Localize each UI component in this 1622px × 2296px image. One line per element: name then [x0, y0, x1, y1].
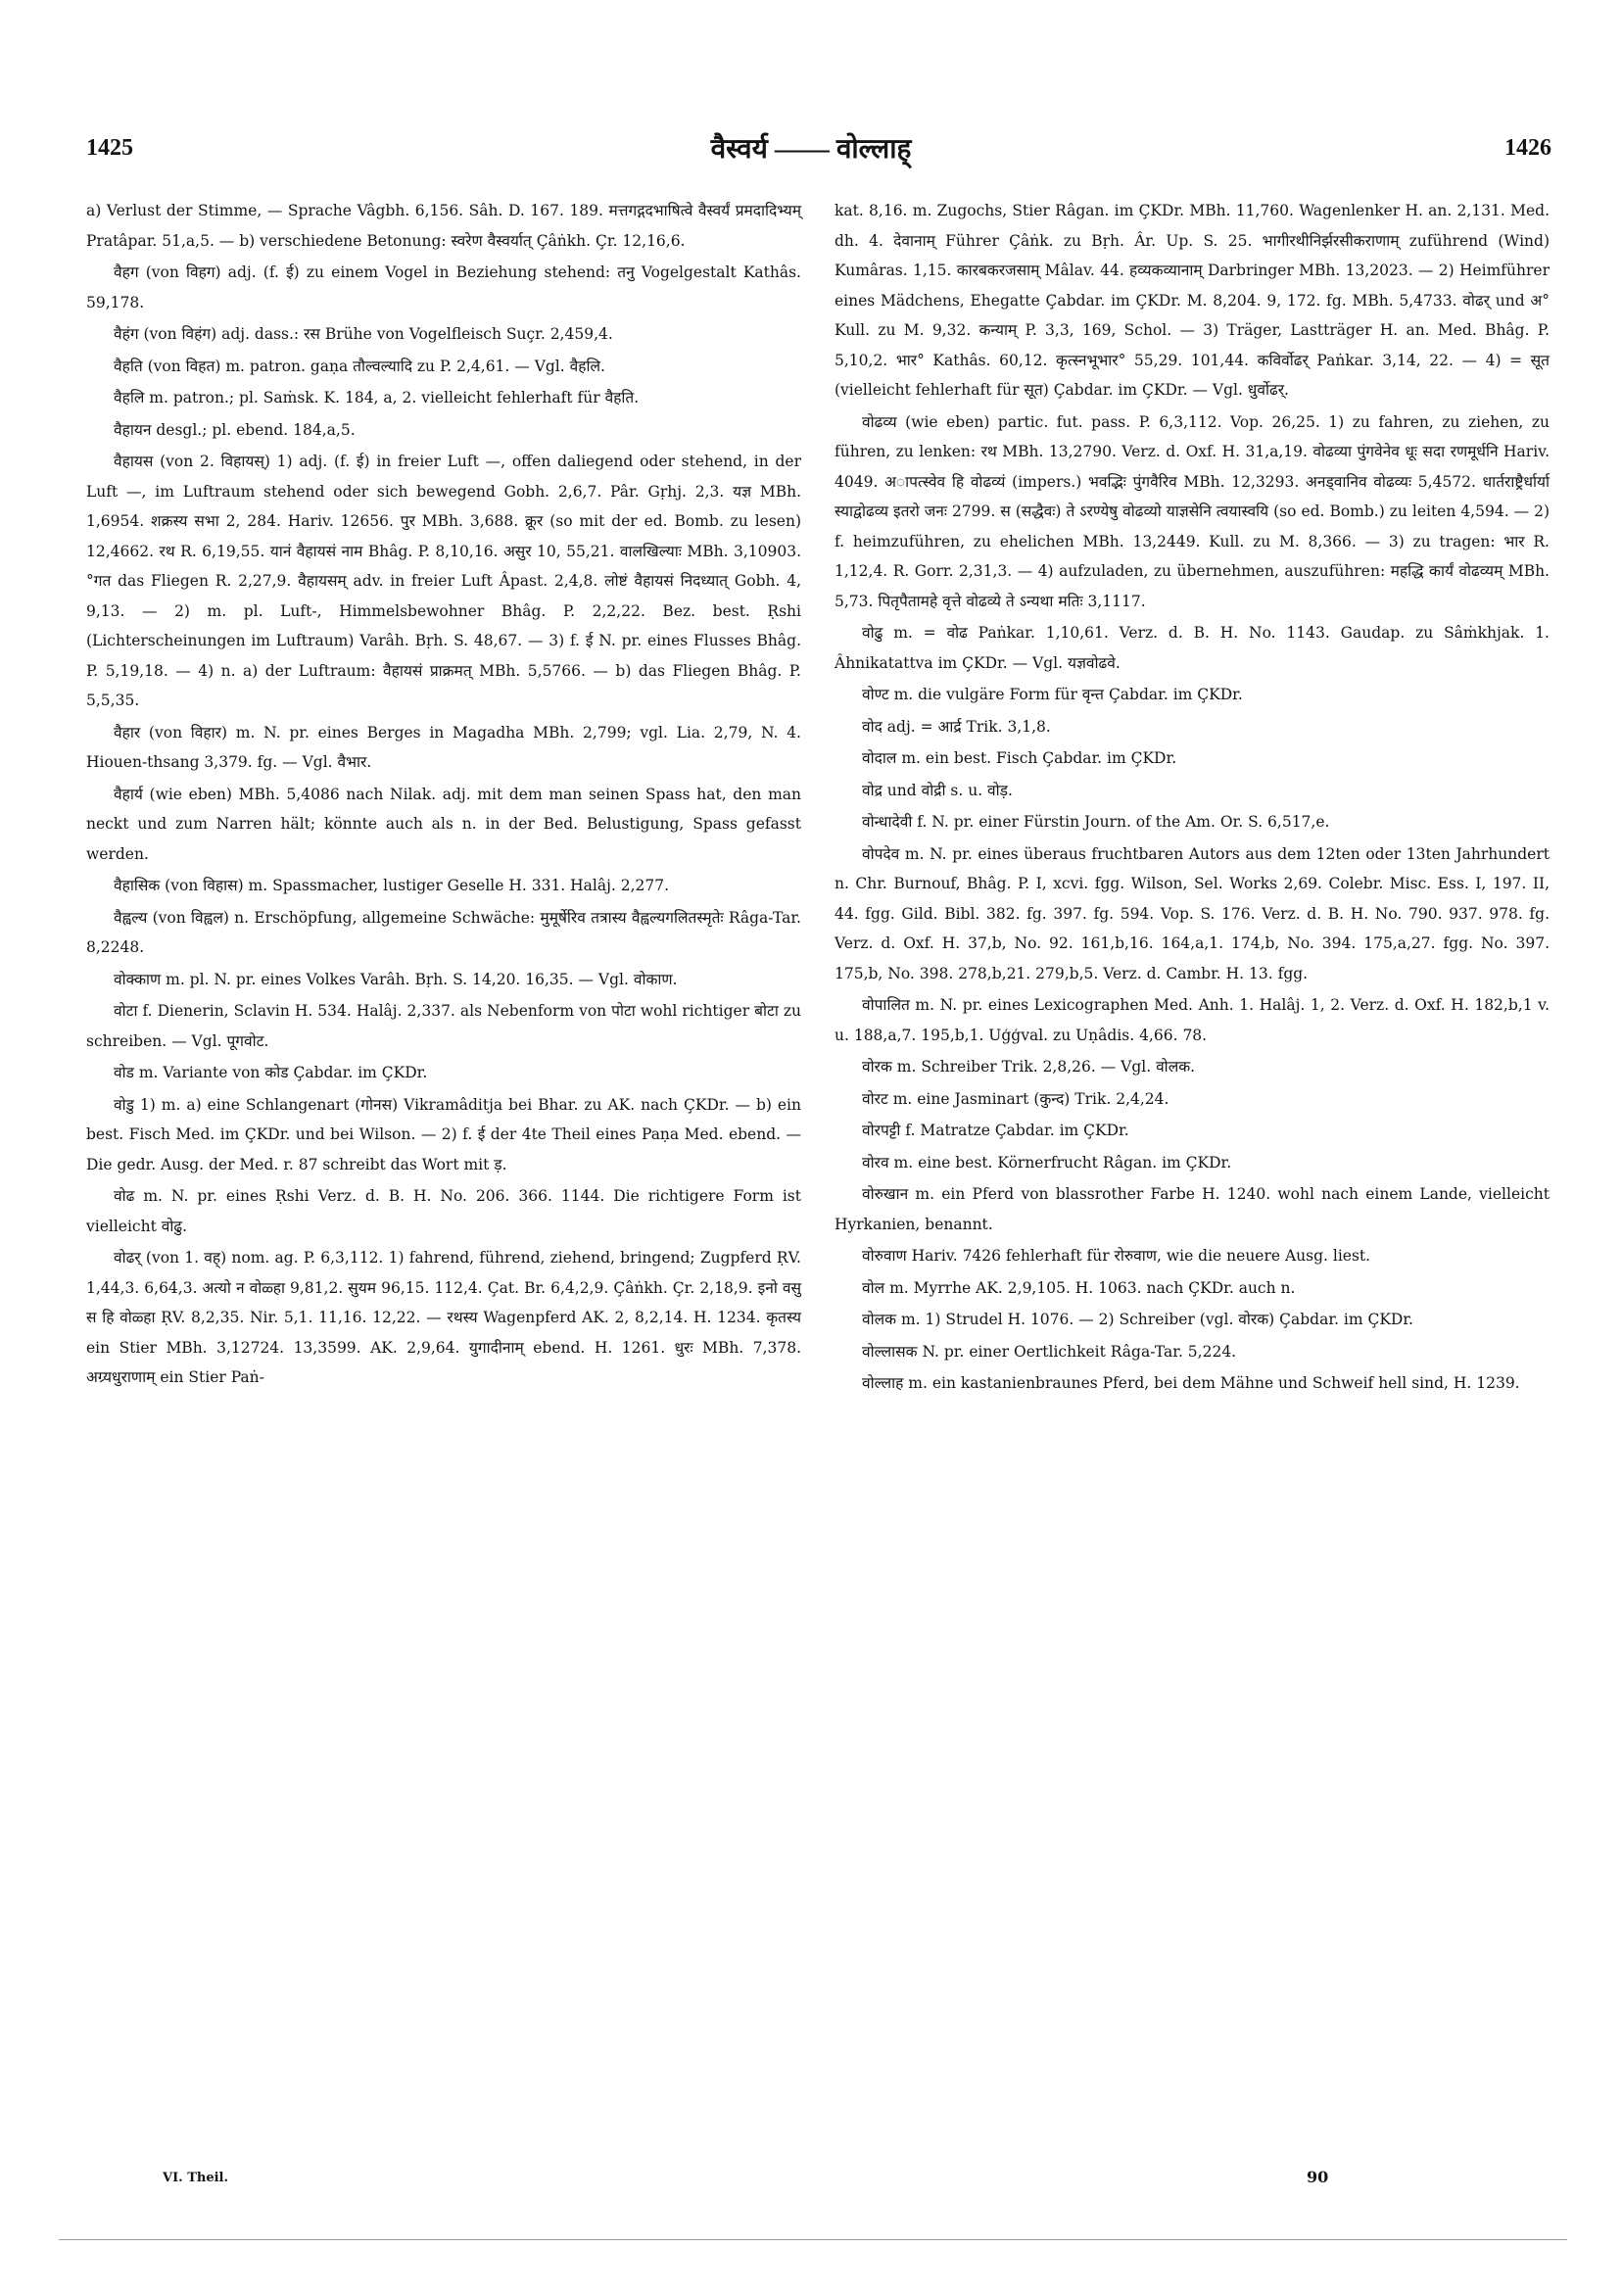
dictionary-entry: वोपालित m. N. pr. eines Lexicographen Med. Anh. 1. Halâj. 1, 2. Verz. d. Oxf. H. 182,b,1 v. u. 188,a,7. 195,b,1. Uģģval. zu Uṇâdis. 4,66. 78.	[835, 996, 1550, 1044]
dictionary-entry: kat. 8,16. m. Zugochs, Stier Râgan. im ÇKDr. MBh. 11,760. Wagenlenker H. an. 2,131. Med. dh. 4. देवानाम् Führer Çâṅk. zu Bṛh. Âr. Up. S. 25. भागीरथीनिर्झरसीकराणाम् zuführend (Wind) Kumâras. 1,15. कारबकरजसाम् Mâlav. 44. हव्यकव्यानाम् Darbringer MBh. 13,2023. — 2) Heimführer eines Mädchens, Ehegatte Çabdar. im ÇKDr. M. 8,204. 9, 172. fg. MBh. 5,4733. वोढर् und अ° Kull. zu M. 9,32. कन्याम् P. 3,3, 169, Schol. — 3) Träger, Lastträger H. an. Med. Bhâg. P. 5,10,2. भार° Kathâs. 60,12. कृत्स्नभूभार° 55,29. 101,44. कविर्वोढर् Paṅkar. 3,14, 22. — 4) = सूत (vielleicht fehlerhaft für सूत) Çabdar. im ÇKDr. — Vgl. धुर्वोढर्.	[835, 202, 1550, 399]
dictionary-entry: वोल्लासक N. pr. einer Oertlichkeit Râga-Tar. 5,224.	[862, 1342, 1237, 1361]
dictionary-entry: वोण्ट m. die vulgäre Form für वृन्त Çabdar. im ÇKDr.	[862, 686, 1243, 703]
dictionary-entry: वोक्काण m. pl. N. pr. eines Volkes Varâh. Bṛh. S. 14,20. 16,35. — Vgl. वोकाण.	[114, 970, 678, 988]
bottom-rule	[59, 2239, 1567, 2240]
dictionary-entry: वोलक m. 1) Strudel H. 1076. — 2) Schreiber (vgl. वोरक) Çabdar. im ÇKDr.	[862, 1311, 1413, 1328]
right-column	[835, 196, 1550, 1401]
dictionary-entry: वैहार्य (wie eben) MBh. 5,4086 nach Nilak. adj. mit dem man seinen Spass hat, den man neckt und zum Narren hält; könnte auch als n. in der Bed. Belustigung, Spass gefasst werden.	[86, 785, 801, 863]
dictionary-entry: वैहंग (von विहंग) adj. dass.: रस Brühe von Vogelfleisch Suçr. 2,459,4.	[114, 325, 613, 343]
dictionary-entry: वोढ m. N. pr. eines Ṛshi Verz. d. B. H. No. 206. 366. 1144. Die richtigere Form ist vielleicht वोढु.	[86, 1187, 801, 1235]
dictionary-entry: वोपदेव m. N. pr. eines überaus fruchtbaren Autors aus dem 12ten oder 13ten Jahrhundert n. Chr. Burnouf, Bhâg. P. I, xcvi. fgg. Wilson, Sel. Works 2,69. Colebr. Misc. Ess. I, 197. II, 44. fgg. Gild. Bibl. 382. fg. 397. fg. 594. Vop. S. 176. Verz. d. B. H. No. 790. 937. 978. fg. Verz. d. Oxf. H. 37,b, No. 92. 161,b,16. 164,a,1. 174,b, No. 394. 175,a,27. fgg. No. 397. 175,b, No. 398. 278,b,21. 279,b,5. Verz. d. Cambr. H. 13. fgg.	[835, 844, 1550, 982]
dictionary-entry: वोरव m. eine best. Körnerfrucht Râgan. im ÇKDr.	[862, 1153, 1232, 1172]
page-number-left: 1425	[86, 135, 133, 161]
dictionary-entry: वोदाल m. ein best. Fisch Çabdar. im ÇKDr.	[862, 749, 1177, 767]
dictionary-entry: वोरुखान m. ein Pferd von blassrother Farbe H. 1240. wohl nach einem Lande, vielleicht Hyrkanien, benannt.	[835, 1185, 1550, 1233]
running-head: वैस्वर्य —— वोल्लाह्	[710, 134, 912, 165]
dictionary-entry: वोरुवाण Hariv. 7426 fehlerhaft für रोरुवाण, wie die neuere Ausg. liest.	[862, 1247, 1371, 1265]
dictionary-entry: वोल m. Myrrhe AK. 2,9,105. H. 1063. nach ÇKDr. auch n.	[862, 1278, 1296, 1297]
signature-number: 90	[1307, 2168, 1329, 2186]
dictionary-entry: वोरपट्टी f. Matratze Çabdar. im ÇKDr.	[862, 1122, 1129, 1139]
dictionary-entry: वैहायस (von 2. विहायस्) 1) adj. (f. ई) in freier Luft —, offen daliegend oder stehend, in der Luft —, im Luftraum stehend oder sich bewegend Gobh. 2,6,7. Pâr. Gṛhj. 2,3. यज्ञ MBh. 1,6954. शक्रस्य सभा 2, 284. Hariv. 12656. पुर MBh. 3,688. क्रूर (so mit der ed. Bomb. zu lesen) 12,4662. रथ R. 6,19,55. यानं वैहायसं नाम Bhâg. P. 8,10,16. असुर 10, 55,21. वालखिल्याः MBh. 3,10903. °गत das Fliegen R. 2,27,9. वैहायसम् adv. in freier Luft Âpast. 2,4,8. लोष्टं वैहायसं निदध्यात् Gobh. 4, 9,13. — 2) m. pl. Luft-, Himmelsbewohner Bhâg. P. 2,2,22. Bez. best. Ṛshi (Lichterscheinungen im Luftraum) Varâh. Bṛh. S. 48,67. — 3) f. ई N. pr. eines Flusses Bhâg. P. 5,19,18. — 4) n. a) der Luftraum: वैहायसं प्राक्रमत् MBh. 5,5766. — b) das Fliegen Bhâg. P. 5,5,35.	[86, 453, 801, 709]
dictionary-entry: वोढर् (von 1. वह्) nom. ag. P. 6,3,112. 1) fahrend, führend, ziehend, bringend; Zugpferd ṚV. 1,44,3. 6,64,3. अत्यो न वोळ्हा 9,81,2. सुयम 96,15. 112,4. Çat. Br. 6,4,2,9. Çâṅkh. Çr. 2,18,9. इनो वसु स हि वोळ्हा ṚV. 8,2,35. Nir. 5,1. 11,16. 12,22. — रथस्य Wagenpferd AK. 2, 8,2,14. H. 1234. कृतस्य ein Stier MBh. 3,12724. 13,3599. AK. 2,9,64. युगादीनाम् ebend. H. 1261. धुरः MBh. 7,378. अग्र्यधुराणाम् ein Stier Paṅ-	[86, 1249, 801, 1386]
left-column	[86, 196, 801, 1395]
dictionary-entry: वैहति (von विहत) m. patron. gaṇa तौल्वल्यादि zu P. 2,4,61. — Vgl. वैहलि.	[114, 357, 605, 375]
dictionary-entry: वोरट m. eine Jasminart (कुन्द) Trik. 2,4,24.	[862, 1089, 1169, 1108]
dictionary-entry: वोढु m. = वोढ Paṅkar. 1,10,61. Verz. d. B. H. No. 1143. Gaudap. zu Sâṁkhjak. 1. Âhnikatattva im ÇKDr. — Vgl. यज्ञवोढवे.	[835, 624, 1550, 672]
dictionary-entry: वैहलि m. patron.; pl. Saṁsk. K. 184, a, 2. vielleicht fehlerhaft für वैहति.	[114, 389, 640, 407]
dictionary-entry: वोद adj. = आर्द्र Trik. 3,1,8.	[862, 717, 1051, 736]
volume-note: VI. Theil.	[163, 2171, 229, 2185]
dictionary-entry: वैहग (von विहग) adj. (f. ई) zu einem Vogel in Beziehung stehend: तनु Vogelgestalt Kathâs. 59,178.	[86, 263, 801, 311]
page-number-right: 1426	[1504, 135, 1551, 161]
dictionary-entry: वोद्र und वोद्री s. u. वोड़.	[862, 781, 1013, 799]
dictionary-entry: वैहार (von विहार) m. N. pr. eines Berges in Magadha MBh. 2,799; vgl. Lia. 2,79, N. 4. Hiouen-thsang 3,379. fg. — Vgl. वैभार.	[86, 723, 801, 771]
dictionary-entry: वोडु 1) m. a) eine Schlangenart (गोनस) Vikramâditja bei Bhar. zu AK. nach ÇKDr. — b) ein best. Fisch Med. im ÇKDr. und bei Wilson. — 2) f. ई der 4te Theil eines Paṇa Med. ebend. — Die gedr. Ausg. der Med. r. 87 schreibt das Wort mit ड़.	[86, 1095, 801, 1173]
dictionary-entry: वैहासिक (von विहास) m. Spassmacher, lustiger Geselle H. 331. Halâj. 2,277.	[114, 877, 670, 894]
dictionary-entry: वोन्धादेवी f. N. pr. einer Fürstin Journ. of the Am. Or. S. 6,517,e.	[862, 813, 1330, 831]
dictionary-entry: a) Verlust der Stimme, — Sprache Vâgbh. 6,156. Sâh. D. 167. 189. मत्तगद्गदभाषित्वे वैस्वर्यं प्रमदादिभ्यम् Pratâpar. 51,a,5. — b) verschiedene Betonung: स्वरेण वैस्वर्यात् Çâṅkh. Çr. 12,16,6.	[86, 202, 801, 250]
dictionary-entry: वोढव्य (wie eben) partic. fut. pass. P. 6,3,112. Vop. 26,25. 1) zu fahren, zu ziehen, zu führen, zu lenken: रथ MBh. 13,2790. Verz. d. Oxf. H. 31,a,19. वोढव्या पुंगवेनेव धूः सदा रणमूर्धनि Hariv. 4049. अापत्स्वेव हि वोढव्यं (impers.) भवद्भिः पुंगवैरिव MBh. 12,3293. अनड्वानिव वोढव्यः 5,4572. धार्तराष्ट्रैर्धार्या स्याद्वोढव्य इतरो जनः 2799. स (सद्धैवः) ते ऽरण्येषु वोढव्यो याज्ञसेनि त्वयास्वयि (so ed. Bomb.) zu leiten 4,594. — 2) f. heimzuführen, zu ehelichen MBh. 13,2449. Kull. zu M. 8,366. — 3) zu tragen: भार R. 1,12,4. R. Gorr. 2,31,3. — 4) aufzuladen, zu übernehmen, auszuführen: महद्धि कार्यं वोढव्यम् MBh. 5,73. पितृपैतामहे वृत्ते वोढव्ये ते ऽन्यथा मतिः 3,1117.	[835, 412, 1550, 610]
dictionary-entry: वैह्वल्य (von विह्वल) n. Erschöpfung, allgemeine Schwäche: मुमूर्षेरिव तत्रास्य वैह्वल्यगलितस्मृतेः Râga-Tar. 8,2248.	[86, 908, 801, 956]
dictionary-entry: वोरक m. Schreiber Trik. 2,8,26. — Vgl. वोलक.	[862, 1058, 1196, 1076]
dictionary-entry: वोड m. Variante von कोड Çabdar. im ÇKDr.	[114, 1064, 428, 1081]
dictionary-entry: वोल्लाह m. ein kastanienbraunes Pferd, bei dem Mähne und Schweif hell sind, H. 1239.	[862, 1374, 1520, 1392]
dictionary-entry: वोटा f. Dienerin, Sclavin H. 534. Halâj. 2,337. als Nebenform von पोटा wohl richtiger बोटा zu schreiben. — Vgl. पूगवोट.	[86, 1002, 801, 1050]
dictionary-entry: वैहायन desgl.; pl. ebend. 184,a,5.	[114, 420, 356, 439]
